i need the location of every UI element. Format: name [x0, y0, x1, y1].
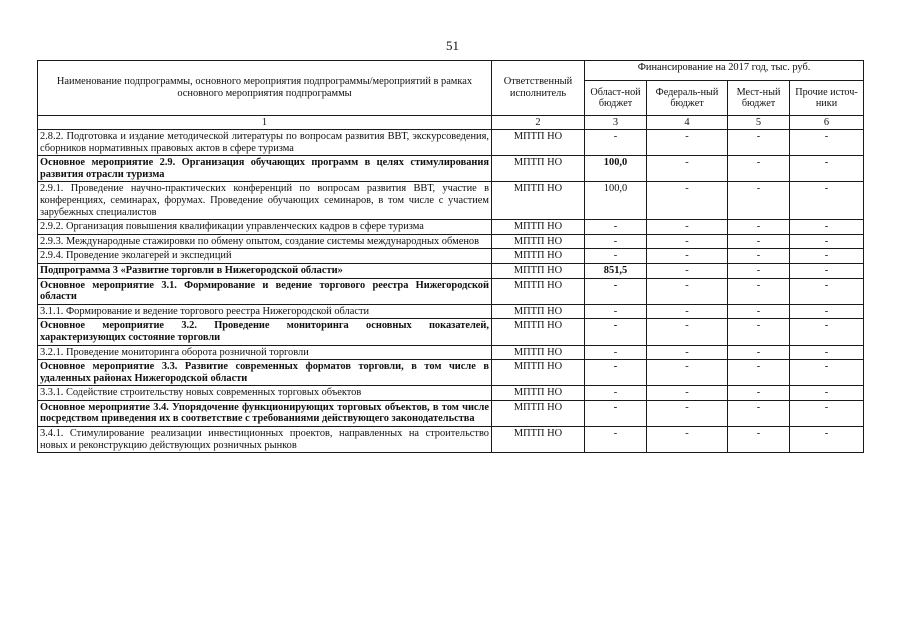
header-local-budget: Мест-ный бюджет	[728, 81, 790, 116]
row-other-sources: -	[790, 427, 864, 453]
header-federal-budget: Федераль-ный бюджет	[647, 81, 728, 116]
row-name: Основное мероприятие 3.3. Развитие современных форматов торговли, в том числе в удаленных районах Нижегородской области	[38, 360, 492, 386]
header-executor-column: Ответственный исполнитель	[492, 61, 585, 116]
table-row	[38, 130, 864, 156]
row-other-sources: -	[790, 386, 864, 401]
row-other-sources: -	[790, 234, 864, 249]
row-local-budget: -	[728, 304, 790, 319]
row-executor: МПТП НО	[492, 234, 585, 249]
row-federal-budget: -	[647, 319, 728, 345]
row-federal-budget: -	[647, 249, 728, 264]
row-local-budget: -	[728, 234, 790, 249]
table-row	[38, 386, 864, 401]
row-local-budget: -	[728, 249, 790, 264]
row-federal-budget: -	[647, 156, 728, 182]
header-other-sources: Прочие источ-ники	[790, 81, 864, 116]
row-executor: МПТП НО	[492, 360, 585, 386]
row-other-sources: -	[790, 278, 864, 304]
row-regional-budget: 100,0	[585, 182, 647, 220]
row-name: Основное мероприятие 2.9. Организация обучающих программ в целях стимулирования развития отрасли туризма	[38, 156, 492, 182]
table-row	[38, 220, 864, 235]
row-other-sources: -	[790, 319, 864, 345]
row-other-sources: -	[790, 263, 864, 278]
row-executor: МПТП НО	[492, 400, 585, 426]
row-local-budget: -	[728, 360, 790, 386]
row-name: 3.3.1. Содействие строительству новых современных торговых объектов	[38, 386, 492, 401]
table-row	[38, 278, 864, 304]
row-local-budget: -	[728, 182, 790, 220]
row-local-budget: -	[728, 427, 790, 453]
row-local-budget: -	[728, 263, 790, 278]
row-executor: МПТП НО	[492, 278, 585, 304]
row-executor: МПТП НО	[492, 386, 585, 401]
row-federal-budget: -	[647, 278, 728, 304]
row-regional-budget: 100,0	[585, 156, 647, 182]
row-local-budget: -	[728, 386, 790, 401]
row-executor: МПТП НО	[492, 220, 585, 235]
row-name: 2.9.4. Проведение эколагерей и экспедиций	[38, 249, 492, 264]
row-executor: МПТП НО	[492, 304, 585, 319]
financing-table	[37, 60, 864, 453]
row-regional-budget: -	[585, 130, 647, 156]
header-name-column: Наименование подпрограммы, основного мероприятия подпрограммы/мероприятий в рамках основного мероприятия подпрограммы	[38, 61, 492, 116]
row-other-sources: -	[790, 156, 864, 182]
row-executor: МПТП НО	[492, 156, 585, 182]
row-federal-budget: -	[647, 345, 728, 360]
row-federal-budget: -	[647, 182, 728, 220]
row-name: 3.4.1. Стимулирование реализации инвестиционных проектов, направленных на строительство новых и реконструкцию действующих розничных рынков	[38, 427, 492, 453]
row-regional-budget: -	[585, 427, 647, 453]
table-row	[38, 345, 864, 360]
column-number: 2	[492, 116, 585, 130]
row-federal-budget: -	[647, 386, 728, 401]
row-local-budget: -	[728, 278, 790, 304]
column-number: 1	[38, 116, 492, 130]
row-name: Подпрограмма 3 «Развитие торговли в Нижегородской области»	[38, 263, 492, 278]
row-regional-budget: -	[585, 386, 647, 401]
table-row	[38, 156, 864, 182]
row-federal-budget: -	[647, 130, 728, 156]
row-regional-budget: -	[585, 278, 647, 304]
row-local-budget: -	[728, 220, 790, 235]
table-row	[38, 400, 864, 426]
row-regional-budget: -	[585, 400, 647, 426]
row-executor: МПТП НО	[492, 182, 585, 220]
row-executor: МПТП НО	[492, 130, 585, 156]
row-regional-budget: 851,5	[585, 263, 647, 278]
row-name: Основное мероприятие 3.4. Упорядочение функционирующих торговых объектов, в том числе посредством приведения их в соответствие с требованиями действующего законодательства	[38, 400, 492, 426]
row-name: 2.9.3. Международные стажировки по обмену опытом, создание системы международных обменов	[38, 234, 492, 249]
row-federal-budget: -	[647, 234, 728, 249]
row-regional-budget: -	[585, 360, 647, 386]
table-row	[38, 182, 864, 220]
table-row	[38, 263, 864, 278]
row-other-sources: -	[790, 249, 864, 264]
row-name: 2.8.2. Подготовка и издание методической литературы по вопросам развития ВВТ, экскурсоведения, сборников нормативных правовых актов в сфере туризма	[38, 130, 492, 156]
row-regional-budget: -	[585, 249, 647, 264]
column-number: 6	[790, 116, 864, 130]
row-name: Основное мероприятие 3.1. Формирование и ведение торгового реестра Нижегородской области	[38, 278, 492, 304]
page-number: 51	[446, 38, 459, 53]
row-federal-budget: -	[647, 304, 728, 319]
row-federal-budget: -	[647, 220, 728, 235]
row-regional-budget: -	[585, 220, 647, 235]
row-federal-budget: -	[647, 427, 728, 453]
header-financing-title: Финансирование на 2017 год, тыс. руб.	[585, 61, 864, 81]
column-number: 3	[585, 116, 647, 130]
row-other-sources: -	[790, 360, 864, 386]
row-executor: МПТП НО	[492, 345, 585, 360]
table-row	[38, 234, 864, 249]
row-executor: МПТП НО	[492, 263, 585, 278]
row-name: 2.9.1. Проведение научно-практических конференций по вопросам развития ВВТ, участие в конференциях, семинарах, форумах. Проведение обучающих семинаров, в том числе с участием зарубежных специалистов	[38, 182, 492, 220]
table-row	[38, 304, 864, 319]
row-other-sources: -	[790, 304, 864, 319]
row-federal-budget: -	[647, 360, 728, 386]
row-name: Основное мероприятие 3.2. Проведение мониторинга основных показателей, характеризующих состояние торговли	[38, 319, 492, 345]
table-body	[38, 130, 864, 453]
row-local-budget: -	[728, 400, 790, 426]
table-row	[38, 249, 864, 264]
column-number: 4	[647, 116, 728, 130]
row-regional-budget: -	[585, 234, 647, 249]
table-row	[38, 360, 864, 386]
column-number: 5	[728, 116, 790, 130]
row-name: 2.9.2. Организация повышения квалификации управленческих кадров в сфере туризма	[38, 220, 492, 235]
row-other-sources: -	[790, 400, 864, 426]
table-row	[38, 427, 864, 453]
row-other-sources: -	[790, 220, 864, 235]
column-numbers-row	[38, 116, 864, 130]
row-executor: МПТП НО	[492, 319, 585, 345]
row-name: 3.1.1. Формирование и ведение торгового реестра Нижегородской области	[38, 304, 492, 319]
row-name: 3.2.1. Проведение мониторинга оборота розничной торговли	[38, 345, 492, 360]
row-local-budget: -	[728, 319, 790, 345]
table-row	[38, 319, 864, 345]
row-federal-budget: -	[647, 400, 728, 426]
header-regional-budget: Област-ной бюджет	[585, 81, 647, 116]
row-local-budget: -	[728, 130, 790, 156]
row-regional-budget: -	[585, 345, 647, 360]
row-regional-budget: -	[585, 319, 647, 345]
row-other-sources: -	[790, 345, 864, 360]
row-executor: МПТП НО	[492, 427, 585, 453]
row-local-budget: -	[728, 345, 790, 360]
row-regional-budget: -	[585, 304, 647, 319]
row-other-sources: -	[790, 182, 864, 220]
row-other-sources: -	[790, 130, 864, 156]
row-executor: МПТП НО	[492, 249, 585, 264]
row-federal-budget: -	[647, 263, 728, 278]
row-local-budget: -	[728, 156, 790, 182]
